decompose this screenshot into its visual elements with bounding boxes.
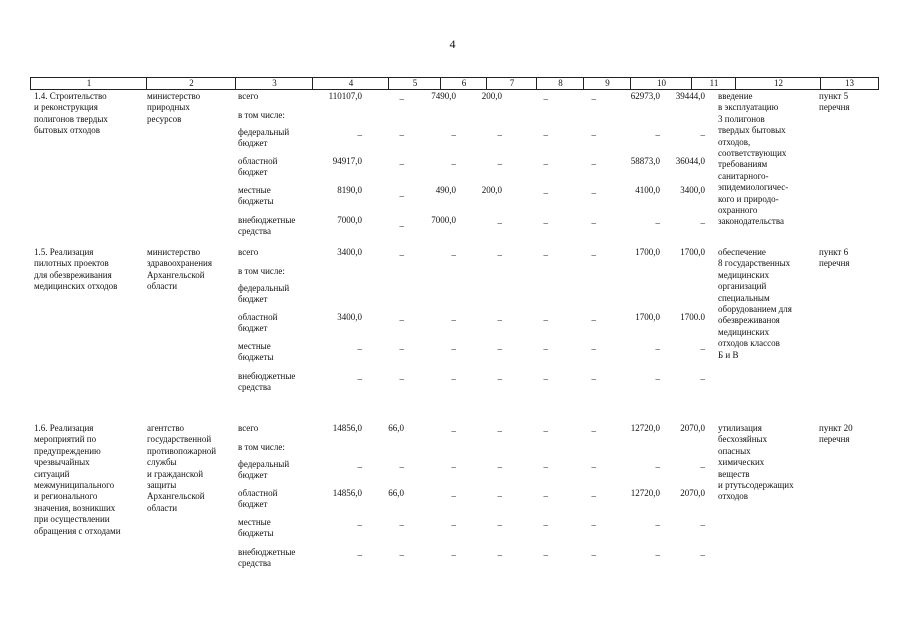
value-cell: – [543, 491, 548, 501]
header-cell: 9 [605, 78, 610, 88]
value-cell: – [543, 188, 548, 198]
event-name-line: медицинских отходов [34, 281, 118, 292]
value-cell: 1700,0 [635, 247, 660, 257]
funding-source-line: бюджеты [238, 528, 274, 539]
executor-line: природных [147, 102, 190, 113]
value-cell: – [497, 550, 502, 560]
event-name-line: и реконструкция [34, 102, 98, 113]
value-cell: – [399, 550, 404, 560]
executor-line: Архангельской [147, 269, 205, 280]
reference-line: перечня [819, 434, 850, 445]
result-line: законодательства [718, 216, 784, 227]
header-cell: 2 [189, 78, 194, 88]
executor-line: области [147, 281, 178, 292]
value-cell: – [543, 130, 548, 140]
value-cell: 1700,0 [635, 312, 660, 322]
reference-line: перечня [819, 258, 850, 269]
value-cell: _ [399, 188, 404, 198]
value-cell: – [497, 130, 502, 140]
header-cell: 11 [709, 78, 719, 88]
value-cell: – [655, 344, 660, 354]
header-cell: 6 [461, 78, 467, 88]
value-cell: – [591, 550, 596, 560]
header-cell: 13 [845, 78, 854, 88]
funding-source-line: местные [238, 185, 271, 195]
value-cell: 2070,0 [680, 423, 705, 433]
value-cell: _ [399, 218, 404, 228]
value-cell: 1700.0 [680, 312, 705, 322]
value-cell: – [591, 218, 596, 228]
value-cell: – [543, 520, 548, 530]
funding-source-line: местные [238, 341, 271, 351]
value-cell: – [655, 130, 660, 140]
funding-source-line: внебюджетные [238, 547, 296, 557]
header-separator [235, 78, 236, 89]
result-line: требованиям [718, 159, 768, 170]
result-line: бесхозяйных [718, 434, 768, 445]
header-cell: 8 [558, 78, 563, 88]
event-name-line: и регионального [34, 491, 98, 502]
value-cell: – [399, 344, 404, 354]
reference-line: пункт 5 [819, 91, 849, 101]
executor-line: и гражданской [147, 468, 204, 479]
result-line: опасных [718, 445, 751, 456]
value-cell: – [451, 344, 456, 354]
value-cell: – [451, 520, 456, 530]
value-cell: 3400,0 [680, 185, 705, 195]
header-cell: 7 [509, 78, 515, 88]
value-cell: – [357, 130, 362, 140]
header-cell: 10 [657, 78, 666, 88]
event-name-line: 1.4. Строительство [34, 91, 107, 101]
reference-line: пункт 20 [819, 423, 853, 433]
value-cell: – [451, 462, 456, 472]
value-cell: – [700, 520, 705, 530]
value-cell: – [497, 344, 502, 354]
value-cell: – [451, 550, 456, 560]
result-line: эпидемиологичес- [718, 182, 789, 193]
value-cell: 14856,0 [332, 423, 362, 433]
value-cell: 66,0 [388, 488, 404, 498]
funding-source-line: всего [238, 91, 259, 101]
value-cell: 7490,0 [431, 91, 456, 101]
value-cell: 7000,0 [431, 215, 456, 225]
value-cell: – [451, 491, 456, 501]
event-name-line: межмуниципального [34, 480, 115, 490]
event-name-line: значения, возникших [34, 502, 116, 513]
funding-source-line: бюджет [238, 323, 268, 334]
value-cell: – [591, 462, 596, 472]
value-cell: – [591, 250, 596, 260]
value-cell: 2070,0 [680, 488, 705, 498]
value-cell: – [357, 344, 362, 354]
value-cell: – [591, 159, 596, 169]
event-name-line: 1.6. Реализация [34, 423, 94, 433]
event-name-line: бытовых отходов [34, 125, 101, 136]
value-cell: – [497, 491, 502, 501]
executor-line: здравоохранения [147, 258, 213, 269]
value-cell: – [591, 188, 596, 198]
header-separator [583, 78, 584, 89]
funding-source-line: бюджет [238, 167, 268, 178]
value-cell: 94917,0 [332, 156, 362, 166]
result-line: в эксплуатацию [718, 102, 779, 113]
result-line: Б и В [718, 349, 739, 360]
result-line: отходов классов [718, 338, 780, 349]
executor-line: министерство [147, 91, 201, 101]
result-line: специальным [718, 292, 770, 303]
value-cell: – [451, 130, 456, 140]
value-cell: – [399, 130, 404, 140]
value-cell: 110107,0 [328, 91, 362, 101]
result-line: обеспечение [718, 247, 766, 257]
value-cell: 12720,0 [630, 488, 660, 498]
value-cell: – [700, 130, 705, 140]
event-name-line: мероприятий по [34, 434, 97, 445]
value-cell: – [543, 94, 548, 104]
value-cell: – [591, 94, 596, 104]
result-line: санитарного- [718, 170, 769, 181]
funding-source-line: средства [238, 558, 272, 569]
reference-line: перечня [819, 102, 850, 113]
header-separator [536, 78, 537, 89]
value-cell: 14856,0 [332, 488, 362, 498]
result-line: утилизация [718, 423, 762, 433]
value-cell: – [399, 159, 404, 169]
funding-source-line: областной [238, 156, 278, 166]
value-cell: – [497, 520, 502, 530]
funding-source-line: средства [238, 382, 272, 393]
value-cell: 62973,0 [630, 91, 660, 101]
result-line: организаций [718, 281, 767, 292]
value-cell: – [451, 374, 456, 384]
result-line: и ртутьсодержащих [718, 480, 794, 490]
value-cell: 8190,0 [337, 185, 362, 195]
value-cell: – [451, 315, 456, 325]
funding-source-line: местные [238, 517, 271, 527]
result-line: медицинских [718, 269, 770, 280]
funding-source-line: бюджет [238, 499, 268, 510]
header-cell: 12 [774, 78, 783, 88]
result-line: охранного [718, 205, 758, 215]
value-cell: – [591, 130, 596, 140]
result-line: введение [718, 91, 753, 101]
value-cell: – [497, 426, 502, 436]
funding-source-line: федеральный [238, 459, 290, 469]
header-separator [630, 78, 631, 89]
event-name-line: чрезвычайных [34, 457, 90, 468]
event-name-line: полигонов твердых [34, 113, 108, 124]
funding-source-line: областной [238, 488, 278, 498]
header-separator [486, 78, 487, 89]
header-separator [312, 78, 313, 89]
event-name-line: ситуаций [34, 468, 70, 479]
funding-source-line: федеральный [238, 283, 290, 293]
value-cell: – [591, 426, 596, 436]
value-cell: – [543, 159, 548, 169]
header-separator [146, 78, 147, 89]
value-cell: – [357, 462, 362, 472]
value-cell: – [543, 218, 548, 228]
value-cell: – [399, 94, 404, 104]
header-separator [820, 78, 821, 89]
header-separator [691, 78, 692, 89]
value-cell: – [543, 462, 548, 472]
result-line: оборудованием для [718, 304, 792, 314]
reference-line: пункт 6 [819, 247, 849, 257]
value-cell: – [399, 250, 404, 260]
value-cell: 3400,0 [337, 312, 362, 322]
value-cell: – [591, 374, 596, 384]
executor-line: службы [147, 457, 177, 468]
value-cell: – [497, 374, 502, 384]
value-cell: – [655, 218, 660, 228]
table-header [30, 77, 879, 90]
result-line: 8 государственных [718, 258, 791, 269]
page-number: 4 [449, 37, 456, 51]
value-cell: 58873,0 [630, 156, 660, 166]
value-cell: 4100,0 [635, 185, 660, 195]
value-cell: – [655, 550, 660, 560]
value-cell: – [399, 315, 404, 325]
value-cell: 490,0 [435, 185, 456, 195]
value-cell: 1700,0 [680, 247, 705, 257]
value-cell: – [700, 462, 705, 472]
funding-source-line: внебюджетные [238, 371, 296, 381]
value-cell: – [497, 462, 502, 472]
value-cell: – [700, 374, 705, 384]
funding-source-line: в том числе: [238, 442, 285, 452]
value-cell: – [591, 520, 596, 530]
executor-line: агентство [147, 423, 185, 433]
header-separator [388, 78, 389, 89]
header-cell: 3 [272, 78, 277, 88]
event-name-line: обращения с отходами [34, 525, 121, 536]
funding-source-line: бюджеты [238, 352, 274, 363]
value-cell: – [591, 344, 596, 354]
result-line: химических [718, 457, 765, 468]
result-line: отходов [718, 491, 749, 502]
value-cell: 39444,0 [675, 91, 705, 101]
value-cell: – [451, 159, 456, 169]
value-cell: – [497, 159, 502, 169]
value-cell: – [399, 462, 404, 472]
event-name-line: для обезвреживания [34, 269, 112, 280]
value-cell: – [655, 374, 660, 384]
value-cell: – [700, 218, 705, 228]
funding-source-line: в том числе: [238, 266, 285, 276]
result-line: обезвреживаноя [718, 315, 780, 326]
funding-source-line: областной [238, 312, 278, 322]
value-cell: 200,0 [481, 91, 502, 101]
event-name-line: предупреждению [34, 445, 101, 456]
value-cell: – [399, 520, 404, 530]
header-cell: 5 [412, 78, 418, 88]
value-cell: 200,0 [481, 185, 502, 195]
value-cell: – [543, 344, 548, 354]
result-line: отходов, [718, 136, 751, 147]
funding-source-line: всего [238, 423, 259, 433]
value-cell: – [399, 374, 404, 384]
value-cell: – [357, 374, 362, 384]
value-cell: – [543, 550, 548, 560]
funding-source-line: всего [238, 247, 259, 257]
value-cell: – [543, 426, 548, 436]
result-line: твердых бытовых [718, 125, 786, 136]
result-line: 3 полигонов [718, 113, 765, 124]
value-cell: 7000,0 [337, 215, 362, 225]
result-line: кого и природо- [718, 193, 779, 204]
funding-source-line: бюджет [238, 138, 268, 149]
result-line: веществ [718, 468, 750, 479]
funding-source-line: бюджет [238, 470, 268, 481]
value-cell: 36044,0 [675, 156, 705, 166]
value-cell: 66,0 [388, 423, 404, 433]
funding-source-line: средства [238, 226, 272, 237]
header-separator [440, 78, 441, 89]
event-name-line: 1.5. Реализация [34, 247, 94, 257]
value-cell: – [497, 315, 502, 325]
executor-line: области [147, 502, 178, 513]
result-line: медицинских [718, 326, 770, 337]
event-name-line: пилотных проектов [34, 258, 109, 269]
value-cell: – [591, 315, 596, 325]
funding-source-line: бюджеты [238, 196, 274, 207]
value-cell: – [357, 520, 362, 530]
value-cell: – [497, 218, 502, 228]
value-cell: – [655, 462, 660, 472]
executor-line: противопожарной [147, 445, 217, 456]
value-cell: – [700, 550, 705, 560]
value-cell: – [543, 374, 548, 384]
executor-line: ресурсов [147, 113, 182, 124]
funding-source-line: внебюджетные [238, 215, 296, 225]
value-cell: – [655, 520, 660, 530]
value-cell: 3400,0 [337, 247, 362, 257]
value-cell: – [591, 491, 596, 501]
funding-source-line: бюджет [238, 294, 268, 305]
value-cell: – [700, 344, 705, 354]
value-cell: – [451, 250, 456, 260]
result-line: соответствующих [718, 148, 787, 158]
executor-line: государственной [147, 434, 212, 445]
value-cell: – [543, 315, 548, 325]
executor-line: министерство [147, 247, 201, 257]
value-cell: 12720,0 [630, 423, 660, 433]
event-name-line: при осуществлении [34, 514, 110, 525]
header-cell: 4 [348, 78, 354, 88]
executor-line: защиты [147, 480, 177, 490]
funding-source-line: федеральный [238, 127, 290, 137]
header-cell: 1 [86, 78, 92, 88]
header-separator [735, 78, 736, 89]
value-cell: – [497, 250, 502, 260]
value-cell: – [543, 250, 548, 260]
executor-line: Архангельской [147, 491, 205, 502]
value-cell: – [451, 426, 456, 436]
funding-source-line: в том числе: [238, 110, 285, 120]
value-cell: – [357, 550, 362, 560]
